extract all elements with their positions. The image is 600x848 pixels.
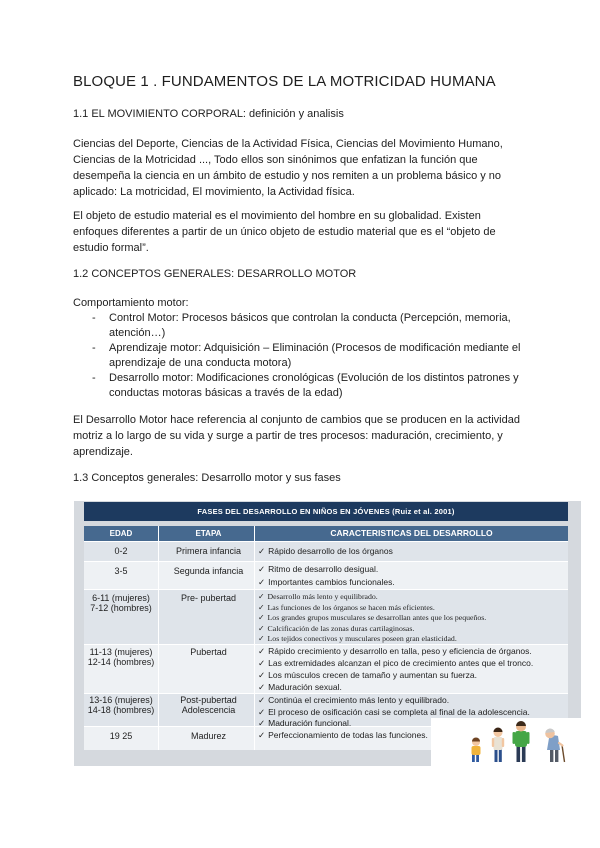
cell-caracteristicas [254, 542, 568, 561]
cell-edad [84, 542, 158, 561]
characteristic-item [258, 613, 568, 624]
paragraph-line: Ciencias de la Motricidad ..., Todo ellos son sinónimos que enfatizan la función que [73, 154, 478, 166]
cell-caracteristicas [254, 645, 568, 693]
adult-figure [513, 721, 530, 762]
edad-text: 11-13 (mujeres) [89, 647, 153, 657]
characteristic-item [258, 646, 568, 658]
etapa-text: Primera infancia [175, 546, 242, 556]
paragraph-line: enfoques diferentes a partir de un único objeto de estudio material que es el “objeto de [73, 226, 496, 238]
characteristic-text: Perfeccionamiento de todas las funciones. [268, 730, 428, 740]
table-row [84, 644, 568, 693]
list-item-line: Aprendizaje motor: Adquisición – Eliminación (Procesos de modificación mediante el [109, 342, 521, 354]
characteristic-text: Rápido crecimiento y desarrollo en talla, peso y eficiencia de órganos. [268, 646, 532, 656]
cell-edad [84, 590, 158, 644]
list-item [73, 371, 521, 401]
cell-etapa [158, 590, 254, 644]
characteristic-item [258, 546, 568, 558]
paragraph-line: desempeña la ciencia en un ámbito de estudio y nos remiten a un problema básico y no [73, 170, 502, 182]
child-figure [492, 728, 504, 763]
characteristic-text: Los grandes grupos musculares se desarrollan antes que los pequeños. [267, 613, 487, 622]
check-icon [258, 578, 265, 588]
paragraph-line: Ciencias del Deporte, Ciencias de la Actividad Física, Ciencias del Movimiento Humano, [73, 138, 503, 150]
list-item [73, 341, 521, 371]
section-heading-1-3: 1.3 Conceptos generales: Desarrollo motor y sus fases [73, 472, 341, 484]
characteristic-item [258, 670, 568, 682]
column-header-caracteristicas: CARACTERISTICAS DEL DESARROLLO [254, 526, 568, 541]
column-header-etapa: ETAPA [158, 526, 254, 541]
characteristic-item [258, 603, 568, 614]
list-item-line: Desarrollo motor: Modificaciones cronológicas (Evolución de los distintos patrones y [109, 372, 519, 384]
etapa-text: Post-pubertad [180, 695, 237, 705]
list-item-line: atención…) [109, 327, 166, 339]
check-icon [258, 565, 265, 575]
characteristic-text: Maduración sexual. [268, 682, 342, 692]
check-icon [258, 708, 265, 718]
cell-etapa [158, 694, 254, 726]
list-item-line: conductas motoras básicas a través de la edad) [109, 387, 343, 399]
column-header-edad: EDAD [109, 529, 133, 538]
section-heading-1-1: 1.1 EL MOVIMIENTO CORPORAL: definición y analisis [73, 108, 344, 120]
characteristic-item [258, 634, 568, 645]
paragraph-line: El Desarrollo Motor hace referencia al conjunto de cambios que se producen en la actividad [73, 414, 520, 426]
check-icon [258, 731, 265, 741]
cell-edad [84, 645, 158, 693]
cell-etapa [158, 542, 254, 561]
characteristic-item [258, 576, 568, 589]
cell-etapa [158, 645, 254, 693]
edad-text: 19 25 [109, 731, 133, 741]
check-icon [258, 603, 265, 612]
cell-etapa [158, 727, 254, 750]
page-title: BLOQUE 1 . FUNDAMENTOS DE LA MOTRICIDAD HUMANA [73, 73, 496, 90]
edad-text: 12-14 (hombres) [87, 657, 155, 667]
etapa-text: Pre- pubertad [180, 593, 237, 603]
characteristic-text: Los músculos crecen de tamaño y aumentan su fuerza. [268, 670, 477, 680]
paragraph-study-object [73, 208, 496, 256]
development-phases-table [84, 502, 568, 750]
check-icon [258, 659, 265, 669]
characteristic-item [258, 624, 568, 635]
edad-text: 13-16 (mujeres) [89, 695, 153, 705]
check-icon [258, 696, 265, 706]
check-icon [258, 671, 265, 681]
elderly-figure [545, 729, 564, 762]
table-header-row [84, 526, 568, 541]
characteristic-item [258, 658, 568, 670]
paragraph-line: estudio formal”. [73, 242, 149, 254]
development-phases-figure [74, 501, 581, 766]
list-item-line: aprendizaje de una conducta motora) [109, 357, 292, 369]
characteristic-text: Los tejidos conectivos y musculares poseen gran elasticidad. [267, 634, 457, 643]
edad-text: 14-18 (hombres) [87, 705, 155, 715]
characteristic-text: Las funciones de los órganos se hacen más eficientes. [267, 602, 435, 612]
life-stages-svg [431, 718, 581, 766]
cell-etapa [158, 562, 254, 589]
edad-text: 7-12 (hombres) [90, 603, 152, 613]
section-heading-1-2: 1.2 CONCEPTOS GENERALES: DESARROLLO MOTOR [73, 268, 357, 280]
table-row [84, 561, 568, 589]
etapa-text: Pubertad [190, 647, 227, 657]
characteristic-text: Importantes cambios funcionales. [268, 577, 395, 587]
check-icon [258, 592, 265, 601]
table-row [84, 589, 568, 644]
characteristic-text: Las extremidades alcanzan el pico de crecimiento antes que el tronco. [268, 658, 534, 668]
characteristic-text: Desarrollo más lento y equilibrado. [267, 592, 378, 601]
list-item [73, 311, 521, 341]
check-icon [258, 634, 265, 643]
life-stages-illustration [431, 718, 581, 766]
cell-caracteristicas [254, 562, 568, 589]
etapa-text: Madurez [190, 731, 226, 741]
characteristic-item [258, 563, 568, 576]
edad-text: 3-5 [114, 566, 128, 576]
motor-behavior-list [73, 311, 521, 401]
list-marker: - [92, 342, 96, 354]
edad-text: 0-2 [114, 546, 128, 556]
characteristic-text: Calcificación de las zonas duras cartilaginosas. [267, 623, 415, 633]
characteristic-item [258, 592, 568, 603]
paragraph-sciences [73, 136, 503, 200]
characteristic-item [258, 707, 568, 719]
characteristic-text: Rápido desarrollo de los órganos [268, 546, 393, 556]
characteristic-item [258, 682, 568, 694]
cell-edad [84, 562, 158, 589]
edad-text: 6-11 (mujeres) [92, 593, 150, 603]
cell-edad [84, 694, 158, 726]
paragraph-line: motriz a lo largo de su vida y surge a partir de tres procesos: maduración, crecimiento, y [73, 430, 503, 442]
table-title: FASES DEL DESARROLLO EN NIÑOS EN JÓVENES (Ruiz et al. 2001) [84, 502, 568, 521]
paragraph-line: aplicado: La motricidad, El movimiento, la Actividad física. [73, 186, 355, 198]
list-marker: - [92, 372, 96, 384]
table-row [84, 541, 568, 561]
check-icon [258, 683, 265, 693]
characteristic-text: Ritmo de desarrollo desigual. [268, 564, 379, 574]
cell-caracteristicas [254, 590, 568, 644]
check-icon [258, 647, 265, 657]
characteristic-text: El proceso de osificación casi se completa al final de la adolescencia. [268, 706, 530, 717]
cell-edad [84, 727, 158, 750]
paragraph-motor-development [73, 412, 520, 460]
toddler-figure [472, 738, 481, 763]
characteristic-text: Maduración funcional. [268, 718, 352, 728]
paragraph-line: aprendizaje. [73, 446, 133, 458]
check-icon [258, 547, 265, 557]
etapa-text: Adolescencia [181, 705, 236, 715]
paragraph-line: El objeto de estudio material es el movimiento del hombre en su globalidad. Existen [73, 210, 481, 222]
characteristic-item [258, 695, 568, 707]
etapa-text: Segunda infancia [173, 566, 244, 576]
check-icon [258, 624, 265, 633]
list-item-line: Control Motor: Procesos básicos que controlan la conducta (Percepción, memoria, [109, 312, 511, 324]
list-intro: Comportamiento motor: [73, 297, 189, 309]
check-icon [258, 613, 265, 622]
characteristic-text: Continúa el crecimiento más lento y equilibrado. [268, 695, 450, 705]
list-marker: - [92, 312, 96, 324]
